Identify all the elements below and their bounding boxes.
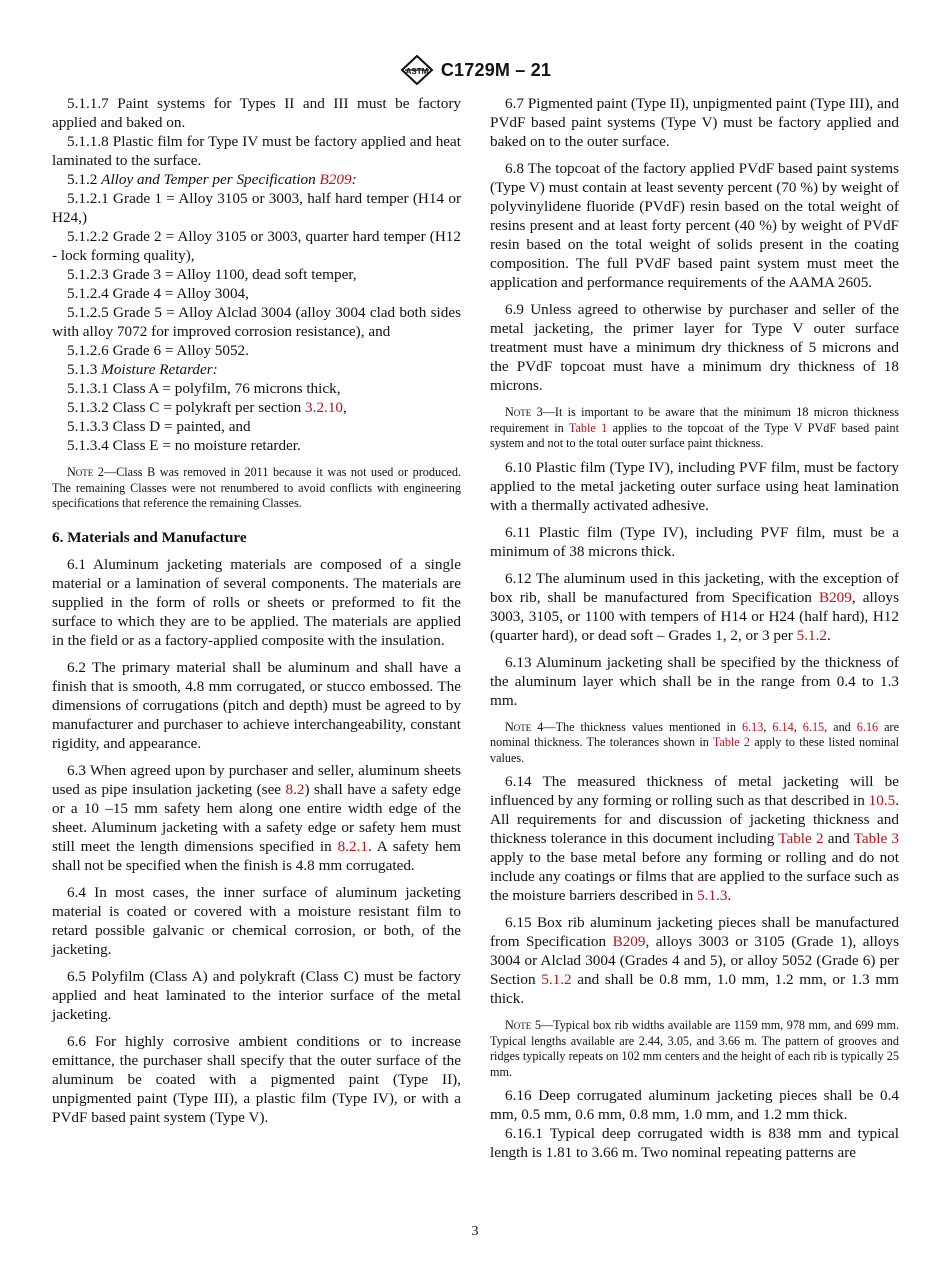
paragraph-6-1: 6.1 Aluminum jacketing materials are composed of a single material or a lamination of several components. The materials are supplied in the form of rolls or sheets or preformed to fit the surface to which they are to be applied. The materials are applied in the field or as a factory-applied composite with the insulation. — [52, 555, 461, 649]
paragraph-6-7: 6.7 Pigmented paint (Type II), unpigmented paint (Type III), and PVdF based paint systems (Type V) must be factory applied and baked on to the outer surface. — [490, 95, 899, 150]
ref-link-table-2[interactable]: Table 2 — [712, 735, 751, 749]
paragraph-6-15: 6.15 Box rib aluminum jacketing pieces shall be manufactured from Specification B209, alloys 3003 or 3105 (Grade 1), alloys 3004 or Alclad 3004 (Grades 4 and 5), or alloy 5052 (Grade 6) per Section 5.1.2 and shall be 0.8 mm, 1.0 mm, 1.2 mm, or 1.3 mm thick. — [490, 914, 899, 1007]
note-2: Note 2—Class B was removed in 2011 because it was not used or produced. The remaining Classes were not renumbered to avoid conflicts with engineering specifications that reference the remaining Classes. — [52, 465, 462, 510]
paragraph-6-10: 6.10 Plastic film (Type IV), including PVF film, must be factory applied to the metal jacketing outer surface using heat lamination with a thermally activated adhesive. — [490, 458, 899, 514]
paragraph-6-3: 6.3 When agreed upon by purchaser and seller, aluminum sheets used as pipe insulation jacketing (see 8.2) shall have a safety edge or a 10 –15 mm safety hem along one entire width edge of the sheet. Aluminum jacketing with a safety edge or safety hem must still meet the length dimensions specified in 8.2.1. A safety hem shall not be specified when the finish is 4.8 mm corrugated. — [52, 761, 461, 874]
paragraph-5-1-2-6: 5.1.2.6 Grade 6 = Alloy 5052. — [67, 342, 249, 359]
paragraph-6-6: 6.6 For highly corrosive ambient conditions or to increase emittance, the purchaser shall specify that the outer surface of the aluminum be coated with a pigmented paint (Type II), unpigmented paint (Type III), a plastic film (Type IV), or with a PVdF based paint system (Type V). — [52, 1032, 461, 1126]
paragraph-6-14: 6.14 The measured thickness of metal jacketing will be influenced by any forming or rolling such as that described in 10.5. All requirements for and discussion of jacketing thickness and thickness tolerance in this document including Table 2 and Table 3 apply to the base metal before any forming or rolling and do not include any coatings or films that are applied to the surface such as the moisture barriers described in 5.1.3. — [490, 773, 899, 904]
ref-link-table-3[interactable]: Table 3 — [853, 830, 899, 847]
section-number: 5.1.3 — [67, 361, 98, 378]
page-number: 3 — [471, 1224, 479, 1239]
paragraph-6-5: 6.5 Polyfilm (Class A) and polykraft (Class C) must be factory applied and heat laminated to the interior surface of the metal jacketing. — [52, 967, 461, 1023]
paragraph-6-16: 6.16 Deep corrugated aluminum jacketing pieces shall be 0.4 mm, 0.5 mm, 0.6 mm, 0.8 mm, 1.0 mm, and 1.2 mm thick. — [490, 1087, 899, 1123]
paragraph-6-11: 6.11 Plastic film (Type IV), including PVF film, must be a minimum of 38 microns thick. — [490, 523, 899, 560]
paragraph-6-2: 6.2 The primary material shall be aluminum and shall have a finish that is smooth, 4.8 mm corrugated, or stucco embossed. The dimensions of corrugations (pitch and depth) must be agreed to by manufacturer and purchaser to achieve interchangeability, constant rigidity, and appearance. — [52, 658, 461, 752]
ref-link-8-2-1[interactable]: 8.2.1 — [337, 837, 368, 855]
paragraph-6-9: 6.9 Unless agreed to otherwise by purchaser and seller of the metal jacketing, the primer layer for Type V outer surface treatment must have a minimum dry thickness of 5 microns and the PVdF topcoat must have a minimum dry thickness of 18 microns. — [490, 301, 899, 394]
note-5: Note 5—Typical box rib widths available are 1159 mm, 978 mm, and 699 mm. Typical lengths available are 2.44, 3.05, and 3.66 m. The pattern of grooves and ridges typically repeats on 102 mm centers and the height of each rib is typically 25 mm. — [490, 1018, 899, 1079]
ref-link-8-2[interactable]: 8.2 — [285, 780, 305, 798]
paragraph-5-1-2-5: 5.1.2.5 Grade 5 = Alloy Alclad 3004 (alloy 3004 clad both sides with alloy 7072 for improved corrosion resistance), and — [52, 304, 461, 340]
ref-link-5-1-3[interactable]: 5.1.3 — [697, 887, 728, 904]
ref-link-6-14[interactable]: 6.14 — [772, 719, 794, 734]
note-label: Note 5 — [505, 1018, 541, 1032]
paragraph-5-1-3-3: 5.1.3.3 Class D = painted, and — [67, 418, 251, 435]
ref-link-6-16[interactable]: 6.16 — [856, 719, 879, 734]
paragraph-5-1-3-4: 5.1.3.4 Class E = no moisture retarder. — [67, 437, 301, 454]
colon: : — [351, 171, 357, 188]
ref-link-6-15[interactable]: 6.15 — [802, 719, 825, 734]
paragraph-5-1-1-8: 5.1.1.8 Plastic film for Type IV must be factory applied and heat laminated to the surface. — [52, 133, 461, 169]
paragraph-6-13: 6.13 Aluminum jacketing shall be specified by the thickness of the aluminum layer which shall be in the range from 0.4 to 1.3 mm. — [490, 653, 899, 709]
paragraph-6-16-1: 6.16.1 Typical deep corrugated width is 838 mm and typical length is 1.81 to 3.66 m. Two nominal repeating patterns are — [490, 1125, 899, 1161]
paragraph-5-1-2 — [52, 170, 461, 189]
paragraph-5-1-2-1: 5.1.2.1 Grade 1 = Alloy 3105 or 3003, half hard temper (H14 or H24,) — [52, 190, 461, 226]
note-label: Note 4 — [505, 719, 544, 734]
ref-link-b209[interactable]: B209 — [319, 171, 352, 188]
ref-link-table-1[interactable]: Table 1 — [568, 420, 608, 435]
paragraph-5-1-3 — [52, 360, 461, 379]
note-label: Note 3 — [505, 405, 543, 419]
document-designation: C1729M – 21 — [440, 59, 552, 80]
astm-logo-icon — [399, 55, 435, 85]
ref-link-3-2-10[interactable]: 3.2.10 — [305, 399, 344, 416]
ref-link-5-1-2[interactable]: 5.1.2 — [541, 971, 572, 988]
paragraph-5-1-3-2: 5.1.3.2 Class C = polykraft per section 3.2.10, — [67, 399, 347, 416]
right-column — [490, 94, 899, 1162]
ref-link-5-1-2[interactable]: 5.1.2 — [796, 626, 827, 644]
note-4: Note 4—The thickness values mentioned in 6.13, 6.14, 6.15, and 6.16 are nominal thickness. The tolerances shown in Table 2 apply to these listed nominal values. — [490, 719, 900, 765]
paragraph-5-1-2-4: 5.1.2.4 Grade 4 = Alloy 3004, — [67, 285, 249, 302]
left-column — [52, 94, 461, 1127]
ref-link-b209[interactable]: B209 — [612, 933, 646, 950]
paragraph-5-1-3-1: 5.1.3.1 Class A = polyfilm, 76 microns thick, — [67, 380, 341, 397]
ref-link-table-2[interactable]: Table 2 — [778, 830, 824, 847]
paragraph-5-1-1-7: 5.1.1.7 Paint systems for Types II and III must be factory applied and baked on. — [52, 95, 461, 131]
section-number: 5.1.2 — [67, 171, 98, 188]
paragraph-6-12: 6.12 The aluminum used in this jacketing, with the exception of box rib, shall be manufactured from Specification B209, alloys 3003, 3105, or 1100 with tempers of H14 or H24 (half hard), H12 (quarter hard), or dead soft – Grades 1, 2, or 3 per 5.1.2. — [490, 569, 899, 644]
ref-link-b209[interactable]: B209 — [818, 588, 852, 606]
note-label: Note 2 — [67, 465, 104, 479]
section-title: Moisture Retarder: — [101, 361, 218, 378]
paragraph-5-1-2-3: 5.1.2.3 Grade 3 = Alloy 1100, dead soft temper, — [67, 266, 357, 283]
note-3: Note 3—It is important to be aware that the minimum 18 micron thickness requirement in Table 1 applies to the topcoat of the Type V PVdF based paint system and not to the total outer surface paint thickness. — [490, 405, 899, 450]
svg-text:ASTM: ASTM — [405, 67, 429, 76]
ref-link-10-5[interactable]: 10.5 — [868, 792, 896, 809]
ref-link-6-13[interactable]: 6.13 — [742, 719, 764, 734]
paragraph-5-1-2-2: 5.1.2.2 Grade 2 = Alloy 3105 or 3003, quarter hard temper (H12 - lock forming quality), — [52, 228, 461, 264]
paragraph-6-4: 6.4 In most cases, the inner surface of aluminum jacketing material is coated or covered with a moisture resistant film to retard possible galvanic or chemical corrosion, or both, of the jacketing. — [52, 883, 461, 958]
page-header — [0, 54, 950, 86]
paragraph-6-8: 6.8 The topcoat of the factory applied PVdF based paint systems (Type V) must contain at least seventy percent (70 %) by weight of polyvinylidene fluoride (PVdF) resin based on the total weight of resins present and at least forty percent (40 %) by weight of PVdF resin based on the total weight of solids present in the coating composition. The full PVdF based paint system must meet the application and performance requirements of the AAMA 2605. — [490, 160, 899, 291]
section-title: Alloy and Temper per Specification — [101, 171, 316, 188]
section-heading-6: 6. Materials and Manufacture — [52, 528, 247, 546]
